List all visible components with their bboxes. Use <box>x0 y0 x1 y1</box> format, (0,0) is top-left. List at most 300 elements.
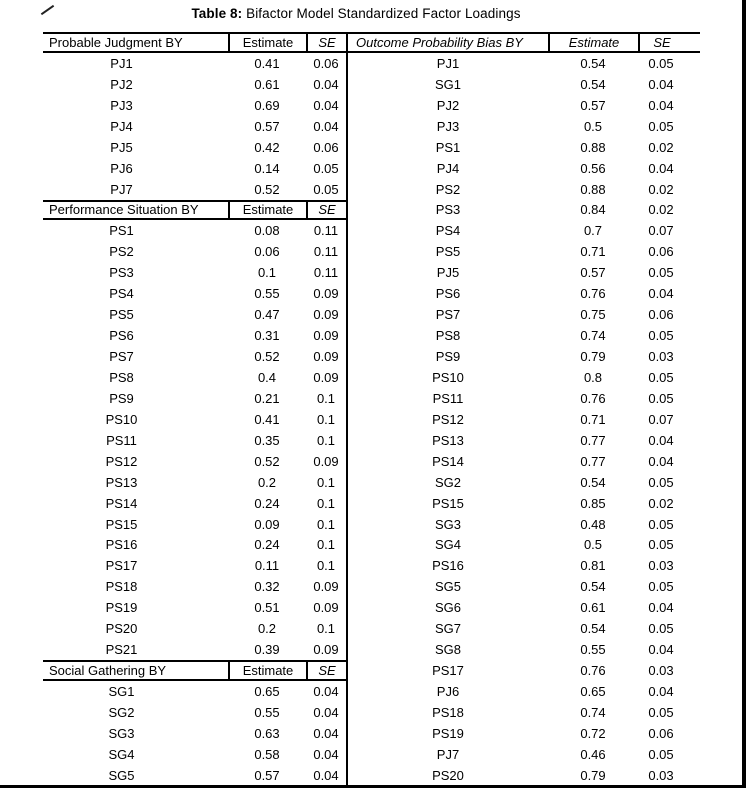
item-label: PS12 <box>432 411 464 427</box>
factor-header: Outcome Probability Bias BY <box>356 34 523 50</box>
se-value: 0.04 <box>648 642 674 658</box>
factor-header: Performance Situation BY <box>49 202 199 218</box>
estimate-value: 0.46 <box>580 746 606 762</box>
se-value: 0.04 <box>648 453 674 469</box>
se-value: 0.02 <box>648 181 674 197</box>
table-row <box>43 95 346 116</box>
table-row <box>348 74 700 95</box>
estimate-value: 0.41 <box>254 411 280 427</box>
estimate-value: 0.41 <box>254 55 280 71</box>
estimate-value: 0.85 <box>580 495 606 511</box>
item-label: SG5 <box>108 767 135 783</box>
item-label: PS6 <box>435 286 461 302</box>
table-row <box>348 116 700 137</box>
se-value: 0.04 <box>648 97 674 113</box>
se-value: 0.07 <box>648 223 674 239</box>
item-label: SG2 <box>434 474 461 490</box>
se-value: 0.05 <box>648 55 674 71</box>
estimate-value: 0.52 <box>254 349 280 365</box>
estimate-value: 0.58 <box>254 746 280 762</box>
item-label: PS11 <box>106 432 137 448</box>
item-label: SG7 <box>434 621 461 637</box>
se-value: 0.04 <box>313 725 339 741</box>
estimate-value: 0.47 <box>254 307 280 323</box>
estimate-value: 0.54 <box>580 579 606 595</box>
table-row <box>43 388 346 409</box>
item-label: PS13 <box>432 432 464 448</box>
estimate-value: 0.5 <box>583 537 603 553</box>
item-label: PS16 <box>105 537 138 553</box>
item-label: PS18 <box>432 704 464 720</box>
item-label: SG3 <box>108 725 135 741</box>
estimate-value: 0.57 <box>580 97 606 113</box>
table-row <box>43 702 346 723</box>
item-label: PS12 <box>105 453 138 469</box>
se-header: SE <box>638 34 700 51</box>
se-value: 0.06 <box>648 244 674 260</box>
factor-loadings-table <box>43 32 700 786</box>
estimate-value: 0.63 <box>254 725 280 741</box>
se-value: 0.03 <box>648 349 674 365</box>
table-row <box>43 765 346 786</box>
item-label: PJ7 <box>436 746 460 762</box>
se-value: 0.1 <box>316 411 336 427</box>
se-value: 0.09 <box>313 579 339 595</box>
estimate-value: 0.21 <box>254 390 280 406</box>
estimate-value: 0.69 <box>254 97 280 113</box>
estimate-value: 0.61 <box>254 76 280 92</box>
section-rows <box>43 681 346 786</box>
item-label: PJ1 <box>110 55 133 71</box>
table-row <box>348 241 700 262</box>
estimate-value: 0.71 <box>580 244 606 260</box>
item-label: PS18 <box>105 579 138 595</box>
se-value: 0.09 <box>313 286 339 302</box>
se-value: 0.11 <box>313 265 339 281</box>
table-row <box>43 262 346 283</box>
item-label: PJ6 <box>110 160 133 176</box>
estimate-value: 0.24 <box>254 495 280 511</box>
table-row <box>43 451 346 472</box>
item-label: PS1 <box>435 139 461 155</box>
item-label: PJ1 <box>436 55 460 71</box>
table-row <box>43 639 346 660</box>
se-value: 0.05 <box>648 369 674 385</box>
item-label: PJ2 <box>436 97 460 113</box>
estimate-value: 0.06 <box>254 244 280 260</box>
table-row <box>43 283 346 304</box>
estimate-value: 0.81 <box>580 558 606 574</box>
se-value: 0.1 <box>316 474 336 490</box>
table-row <box>348 200 700 221</box>
se-value: 0.04 <box>313 118 339 134</box>
item-label: PS6 <box>109 328 134 344</box>
estimate-value: 0.35 <box>254 432 280 448</box>
estimate-value: 0.08 <box>254 223 280 239</box>
se-value: 0.05 <box>648 516 674 532</box>
table-row <box>348 660 700 681</box>
table-row <box>43 618 346 639</box>
se-value: 0.04 <box>648 76 674 92</box>
se-value: 0.09 <box>313 369 339 385</box>
table-row <box>43 325 346 346</box>
se-value: 0.04 <box>313 704 339 720</box>
estimate-value: 0.39 <box>254 642 280 658</box>
se-value: 0.09 <box>313 453 339 469</box>
estimate-value: 0.11 <box>254 558 280 574</box>
se-value: 0.1 <box>316 537 336 553</box>
item-label: PS4 <box>109 286 134 302</box>
estimate-value: 0.71 <box>580 411 606 427</box>
estimate-value: 0.79 <box>580 349 606 365</box>
se-value: 0.05 <box>648 265 674 281</box>
item-label: PJ7 <box>110 181 133 197</box>
table-row <box>43 514 346 535</box>
item-label: PS7 <box>109 349 134 365</box>
table-row <box>348 346 700 367</box>
item-label: SG2 <box>108 704 135 720</box>
item-label: PS17 <box>432 663 464 679</box>
se-value: 0.05 <box>648 746 674 762</box>
estimate-value: 0.65 <box>254 684 280 700</box>
se-header: SE <box>306 202 346 219</box>
se-value: 0.05 <box>313 160 339 176</box>
item-label: PS21 <box>105 642 138 658</box>
item-label: SG4 <box>108 746 135 762</box>
item-label: PS4 <box>435 223 461 239</box>
item-label: PJ4 <box>436 160 460 176</box>
table-row <box>348 618 700 639</box>
table-row <box>43 137 346 158</box>
estimate-value: 0.5 <box>583 118 603 134</box>
item-label: PJ6 <box>436 684 460 700</box>
item-label: SG6 <box>434 600 461 616</box>
item-label: PS15 <box>105 516 138 532</box>
estimate-value: 0.75 <box>580 307 606 323</box>
estimate-value: 0.2 <box>257 621 277 637</box>
item-label: SG8 <box>434 642 461 658</box>
table-row <box>43 744 346 765</box>
se-value: 0.02 <box>648 202 674 218</box>
estimate-value: 0.88 <box>580 139 606 155</box>
se-value: 0.07 <box>648 411 674 427</box>
table-row <box>348 95 700 116</box>
section-outcome-probability-bias <box>348 32 700 786</box>
table-row <box>348 514 700 535</box>
se-value: 0.05 <box>648 537 674 553</box>
item-label: PS19 <box>105 600 138 616</box>
se-value: 0.11 <box>313 223 339 239</box>
se-value: 0.05 <box>648 621 674 637</box>
item-label: PS14 <box>105 495 138 511</box>
table-row <box>43 555 346 576</box>
estimate-value: 0.77 <box>580 432 606 448</box>
table-row <box>43 116 346 137</box>
se-value: 0.02 <box>648 139 674 155</box>
table-row <box>43 681 346 702</box>
se-value: 0.09 <box>313 642 339 658</box>
estimate-value: 0.56 <box>580 160 606 176</box>
item-label: PS20 <box>105 621 138 637</box>
item-label: PJ5 <box>436 265 460 281</box>
section-header-row <box>43 660 346 681</box>
estimate-value: 0.42 <box>254 139 280 155</box>
se-value: 0.03 <box>648 663 674 679</box>
item-label: PJ4 <box>110 118 133 134</box>
item-label: PJ5 <box>110 139 133 155</box>
section-rows <box>43 220 346 660</box>
table-row <box>348 388 700 409</box>
item-label: PS1 <box>109 223 134 239</box>
estimate-value: 0.55 <box>254 286 280 302</box>
estimate-value: 0.8 <box>583 369 603 385</box>
estimate-value: 0.2 <box>257 474 277 490</box>
se-value: 0.1 <box>316 558 336 574</box>
section-header-row <box>348 32 700 53</box>
table-row <box>43 535 346 556</box>
estimate-value: 0.74 <box>580 704 606 720</box>
item-label: PS15 <box>432 495 464 511</box>
table-title-text: Bifactor Model Standardized Factor Loadings <box>242 6 521 21</box>
se-value: 0.1 <box>316 516 336 532</box>
table-row <box>43 493 346 514</box>
table-row <box>348 430 700 451</box>
table-row <box>43 430 346 451</box>
table-row <box>43 409 346 430</box>
se-value: 0.1 <box>316 390 336 406</box>
section-performance-situation <box>43 200 346 661</box>
table-row <box>348 325 700 346</box>
estimate-value: 0.57 <box>254 767 280 783</box>
left-table <box>43 32 348 786</box>
item-label: PJ3 <box>436 118 460 134</box>
item-label: PS19 <box>432 725 464 741</box>
table-row <box>348 576 700 597</box>
se-value: 0.05 <box>648 328 674 344</box>
table-row <box>348 283 700 304</box>
section-rows <box>43 53 346 200</box>
se-value: 0.04 <box>313 684 339 700</box>
estimate-value: 0.76 <box>580 286 606 302</box>
se-value: 0.04 <box>648 286 674 302</box>
section-header-row <box>43 200 346 221</box>
se-value: 0.04 <box>648 432 674 448</box>
section-header-row <box>43 32 346 53</box>
table-row <box>348 137 700 158</box>
table-row <box>348 158 700 179</box>
item-label: PS17 <box>105 558 138 574</box>
estimate-value: 0.57 <box>580 265 606 281</box>
table-row <box>348 262 700 283</box>
item-label: PS16 <box>432 558 464 574</box>
item-label: PS11 <box>432 390 464 406</box>
item-label: PS14 <box>432 453 464 469</box>
se-value: 0.06 <box>313 55 339 71</box>
section-probable-judgment <box>43 32 346 200</box>
se-value: 0.04 <box>648 600 674 616</box>
item-label: PS5 <box>435 244 461 260</box>
estimate-value: 0.09 <box>254 516 280 532</box>
se-value: 0.05 <box>648 118 674 134</box>
item-label: PS3 <box>435 202 461 218</box>
right-table <box>348 32 700 786</box>
estimate-value: 0.55 <box>580 642 606 658</box>
table-title <box>0 6 712 21</box>
estimate-header: Estimate <box>228 34 306 51</box>
table-row <box>348 723 700 744</box>
se-header: SE <box>306 662 346 679</box>
table-row <box>348 744 700 765</box>
item-label: PS8 <box>109 369 134 385</box>
item-label: SG4 <box>434 537 461 553</box>
table-number-label: Table 8: <box>191 6 243 21</box>
table-row <box>348 555 700 576</box>
item-label: SG5 <box>434 579 461 595</box>
estimate-value: 0.72 <box>580 725 606 741</box>
se-value: 0.06 <box>648 307 674 323</box>
table-row <box>43 576 346 597</box>
item-label: SG1 <box>108 684 135 700</box>
page-right-border <box>742 0 746 788</box>
estimate-value: 0.74 <box>580 328 606 344</box>
estimate-value: 0.57 <box>254 118 280 134</box>
se-value: 0.04 <box>313 76 339 92</box>
table-row <box>348 53 700 74</box>
estimate-value: 0.55 <box>254 704 280 720</box>
table-row <box>348 220 700 241</box>
se-value: 0.05 <box>648 579 674 595</box>
estimate-value: 0.79 <box>580 767 606 783</box>
table-row <box>43 179 346 200</box>
table-row <box>348 367 700 388</box>
table-row <box>43 723 346 744</box>
table-row <box>348 702 700 723</box>
estimate-value: 0.76 <box>580 663 606 679</box>
item-label: PS2 <box>435 181 461 197</box>
table-row <box>348 451 700 472</box>
item-label: PS2 <box>109 244 134 260</box>
estimate-value: 0.14 <box>254 160 280 176</box>
se-value: 0.09 <box>313 328 339 344</box>
se-value: 0.05 <box>313 181 339 197</box>
estimate-value: 0.52 <box>254 181 280 197</box>
item-label: PS8 <box>435 328 461 344</box>
se-value: 0.06 <box>648 725 674 741</box>
estimate-value: 0.1 <box>257 265 277 281</box>
table-row <box>43 304 346 325</box>
estimate-value: 0.4 <box>257 369 277 385</box>
table-row <box>43 53 346 74</box>
estimate-value: 0.65 <box>580 684 606 700</box>
se-value: 0.02 <box>648 495 674 511</box>
se-value: 0.04 <box>313 767 339 783</box>
estimate-value: 0.32 <box>254 579 280 595</box>
se-value: 0.03 <box>648 767 674 783</box>
se-value: 0.04 <box>648 160 674 176</box>
se-value: 0.04 <box>648 684 674 700</box>
se-value: 0.04 <box>313 97 339 113</box>
estimate-value: 0.54 <box>580 474 606 490</box>
item-label: SG1 <box>434 76 461 92</box>
estimate-value: 0.76 <box>580 390 606 406</box>
estimate-value: 0.51 <box>254 600 280 616</box>
estimate-header: Estimate <box>548 34 638 51</box>
se-value: 0.09 <box>313 349 339 365</box>
table-row <box>43 158 346 179</box>
item-label: PS10 <box>105 411 138 427</box>
se-value: 0.03 <box>648 558 674 574</box>
table-row <box>348 765 700 786</box>
item-label: PS9 <box>109 390 134 406</box>
factor-header: Probable Judgment BY <box>49 34 183 50</box>
estimate-value: 0.31 <box>254 328 280 344</box>
table-row <box>348 493 700 514</box>
item-label: PS5 <box>109 307 134 323</box>
table-row <box>348 597 700 618</box>
estimate-value: 0.54 <box>580 621 606 637</box>
item-label: PS13 <box>105 474 138 490</box>
table-row <box>43 367 346 388</box>
item-label: PS3 <box>109 265 134 281</box>
se-header: SE <box>306 34 346 51</box>
item-label: PS7 <box>435 307 461 323</box>
se-value: 0.1 <box>316 495 336 511</box>
item-label: PS9 <box>435 349 461 365</box>
estimate-value: 0.54 <box>580 76 606 92</box>
table-row <box>348 535 700 556</box>
se-value: 0.11 <box>313 244 339 260</box>
table-row <box>43 472 346 493</box>
table-row <box>348 304 700 325</box>
item-label: PJ2 <box>110 76 133 92</box>
table-row <box>43 241 346 262</box>
table-row <box>348 472 700 493</box>
estimate-value: 0.77 <box>580 453 606 469</box>
se-value: 0.09 <box>313 600 339 616</box>
se-value: 0.06 <box>313 139 339 155</box>
se-value: 0.09 <box>313 307 339 323</box>
item-label: PJ3 <box>110 97 133 113</box>
section-social-gathering <box>43 660 346 786</box>
estimate-value: 0.88 <box>580 181 606 197</box>
estimate-value: 0.54 <box>580 55 606 71</box>
se-value: 0.04 <box>313 746 339 762</box>
item-label: PS10 <box>432 369 464 385</box>
estimate-header: Estimate <box>228 202 306 219</box>
table-row <box>348 179 700 200</box>
estimate-value: 0.48 <box>580 516 606 532</box>
item-label: PS20 <box>432 767 464 783</box>
estimate-value: 0.84 <box>580 202 606 218</box>
se-value: 0.1 <box>316 432 336 448</box>
estimate-value: 0.52 <box>254 453 280 469</box>
table-row <box>348 639 700 660</box>
se-value: 0.05 <box>648 704 674 720</box>
estimate-value: 0.61 <box>580 600 606 616</box>
estimate-value: 0.24 <box>254 537 280 553</box>
se-value: 0.05 <box>648 474 674 490</box>
item-label: SG3 <box>434 516 461 532</box>
se-value: 0.05 <box>648 390 674 406</box>
table-row <box>43 346 346 367</box>
estimate-header: Estimate <box>228 662 306 679</box>
table-row <box>348 409 700 430</box>
section-rows <box>348 53 700 786</box>
table-row <box>348 681 700 702</box>
table-row <box>43 74 346 95</box>
estimate-value: 0.7 <box>583 223 603 239</box>
table-row <box>43 597 346 618</box>
